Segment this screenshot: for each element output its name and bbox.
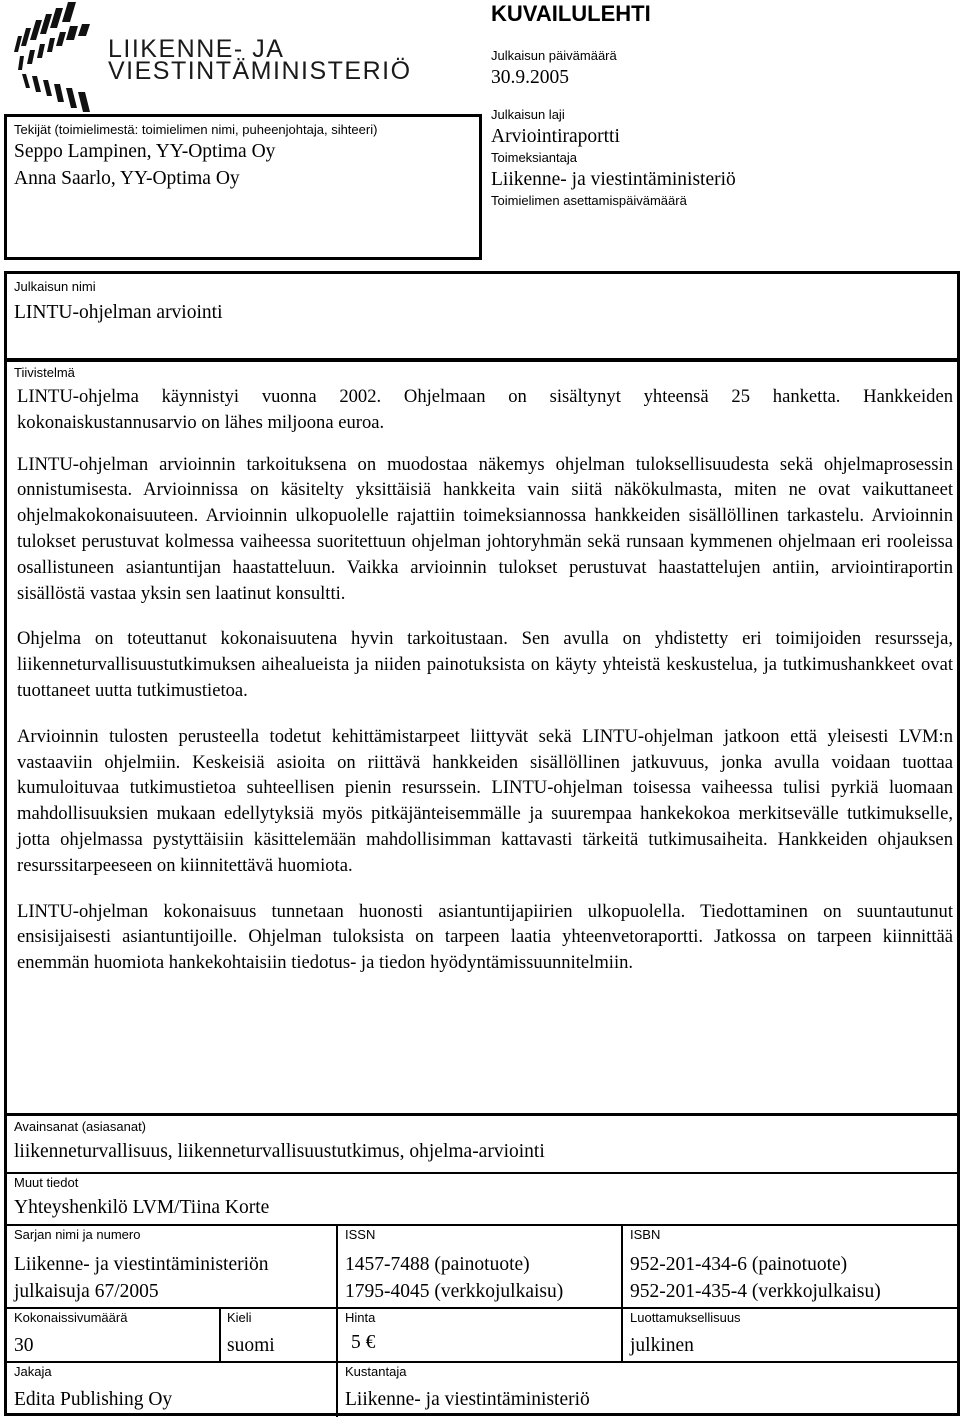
publisher-label: Kustantaja xyxy=(345,1364,407,1379)
price-cell xyxy=(345,1310,375,1356)
summary-paragraph-1: LINTU-ohjelma käynnistyi vuonna 2002. Ohjelmaan on sisältynyt yhteensä 25 hanketta. Hankkeiden kokonaiskustannusarvio on lähes miljoona euroa. xyxy=(17,386,953,433)
issn-line-1: 1457-7488 (painotuote) xyxy=(345,1254,530,1275)
author-2: Anna Saarlo, YY-Optima Oy xyxy=(14,168,240,189)
publication-date-value: 30.9.2005 xyxy=(491,67,569,88)
publication-type-label: Julkaisun laji xyxy=(491,107,565,122)
vdivider-issn-isbn xyxy=(621,1224,623,1361)
ministry-logo-text xyxy=(108,35,412,85)
divider-distributor xyxy=(7,1361,957,1363)
issn-cell xyxy=(345,1227,563,1305)
keywords-value: liikenneturvallisuus, liikenneturvallisuustutkimus, ohjelma-arviointi xyxy=(14,1141,545,1162)
summary-paragraph-5: LINTU-ohjelman kokonaisuus tunnetaan huonosti asiantuntijapiirien ulkopuolella. Tiedottaminen on suuntautunut ensisijaisesti asiantuntijoille. Ohjelman tuloksista on tarpeen laatia yhteenvetoraportti. Jatkossa on tarpeen kiinnittää enemmän huomiota hankekohtaisiin tiedotus- ja tiedon hyödyntämissuunnitelmiin. xyxy=(17,900,953,974)
summary-text xyxy=(17,384,953,990)
vdivider-pages-language xyxy=(219,1307,221,1361)
publication-name-label: Julkaisun nimi xyxy=(14,279,96,294)
isbn-cell xyxy=(630,1227,881,1305)
publication-name-value: LINTU-ohjelman arviointi xyxy=(14,302,223,323)
distributor-label: Jakaja xyxy=(14,1364,52,1379)
summary-paragraph-2: LINTU-ohjelman arvioinnin tarkoituksena on muodostaa näkemys ohjelman tuloksellisuudesta sekä ohjelmaprosessin onnistumisesta. Arvioinnissa on käsitelty yksittäisiä hankkeita vain siitä näkökulmasta, miten ne ovat vaikuttaneet ohjelmakokonaisuuteen. Arvioinnin ulkopuolelle rajattiin toimeksiannossa hankkeiden sisällöllinen tarkastelu. Arvioinnin tulokset perustuvat kolmessa vaiheessa suoritettuun ohjelman johtoryhmän sekä runsaan kymmenen ohjelmaan eri rooleissa osallistuneen asiantuntijan haastatteluun. Vaikka arvioinnin tulokset perustuvat haastattelujen antiin, arviointiraportin sisällöstä vastaa yksin sen laatinut konsultti. xyxy=(17,453,953,604)
publisher-cell xyxy=(345,1364,590,1413)
author-1: Seppo Lampinen, YY-Optima Oy xyxy=(14,141,276,162)
pages-value: 30 xyxy=(14,1335,34,1356)
isbn-line-2: 952-201-435-4 (verkkojulkaisu) xyxy=(630,1281,881,1302)
authors-label: Tekijät (toimielimestä: toimielimen nimi, puheenjohtaja, sihteeri) xyxy=(14,122,378,137)
price-value: 5 € xyxy=(351,1332,376,1353)
series-cell xyxy=(14,1227,269,1305)
series-label: Sarjan nimi ja numero xyxy=(14,1227,141,1242)
summary-label: Tiivistelmä xyxy=(14,365,75,380)
series-line-2: julkaisuja 67/2005 xyxy=(14,1281,159,1302)
title-box xyxy=(4,271,960,361)
confidentiality-label: Luottamuksellisuus xyxy=(630,1310,741,1325)
ministry-emblem-icon xyxy=(10,0,110,116)
issn-line-2: 1795-4045 (verkkojulkaisu) xyxy=(345,1281,564,1302)
divider-other-info xyxy=(7,1172,957,1174)
publication-info xyxy=(491,48,951,209)
language-cell xyxy=(227,1310,275,1359)
summary-paragraph-3: Ohjelma on toteuttanut kokonaisuutena hyvin tarkoitustaan. Sen avulla on yhdistetty eri toimijoiden resursseja, liikenneturvallisuustutkimuksen aihealueista ja niiden painotuksista on käyty yhteistä keskustelua, ja tutkimushankkeet ovat tuottaneet uutta tutkimustietoa. xyxy=(17,628,953,701)
other-info-label: Muut tiedot xyxy=(14,1175,79,1190)
confidentiality-cell xyxy=(630,1310,741,1359)
divider-pages xyxy=(7,1307,957,1309)
other-info-cell xyxy=(14,1175,269,1221)
price-label: Hinta xyxy=(345,1310,376,1325)
language-value: suomi xyxy=(227,1335,275,1356)
authors-box xyxy=(4,114,482,260)
isbn-label: ISBN xyxy=(630,1227,661,1242)
pages-cell xyxy=(14,1310,127,1359)
divider-keywords xyxy=(7,1113,957,1116)
issn-label: ISSN xyxy=(345,1227,376,1242)
commissioner-label: Toimeksiantaja xyxy=(491,150,577,165)
language-label: Kieli xyxy=(227,1310,252,1325)
distributor-cell xyxy=(14,1364,172,1413)
confidentiality-value: julkinen xyxy=(630,1335,694,1356)
commissioner-value: Liikenne- ja viestintäministeriö xyxy=(491,169,736,190)
document-type-title: KUVAILULEHTI xyxy=(491,1,651,26)
distributor-value: Edita Publishing Oy xyxy=(14,1389,173,1410)
publisher-value: Liikenne- ja viestintäministeriö xyxy=(345,1389,590,1410)
logo-line-1: LIIKENNE- JA xyxy=(108,35,285,63)
keywords-cell xyxy=(14,1119,545,1165)
ministry-logo xyxy=(10,0,472,116)
publication-date-label: Julkaisun päivämäärä xyxy=(491,48,617,63)
divider-series xyxy=(7,1224,957,1226)
summary-paragraph-4: Arvioinnin tulosten perusteella todetut kehittämistarpeet liittyvät sekä LINTU-ohjelman jatkoon että yleisesti LVM:n vastaaviin ohjelmiin. Keskeisiä asioita on riittävä hankkeiden sisällöllinen jatkuvuus, jonka avulla voidaan tuottaa kumuloituvaa tutkimustietoa suhteellisen pienin resurssein. LINTU-ohjelman toisessa vaiheessa tulisi pyrkiä luomaan mahdollisuuksien mukaan edellytyksiä myös pitkäjänteisemmälle ja suurempaa hankekokoa merkitsevälle tutkimukselle, jotta ohjelmassa pystyttäisiin käsittelemään mahdollisimman kattavasti tärkeitä tutkimusaiheita. Hankkeiden ohjauksen resurssitarpeeseen on kiinnitettävä huomiota. xyxy=(17,725,953,876)
keywords-label: Avainsanat (asiasanat) xyxy=(14,1119,147,1134)
other-info-value: Yhteyshenkilö LVM/Tiina Korte xyxy=(14,1197,270,1218)
appointment-date-label: Toimielimen asettamispäivämäärä xyxy=(491,193,687,208)
isbn-line-1: 952-201-434-6 (painotuote) xyxy=(630,1254,848,1275)
pages-label: Kokonaissivumäärä xyxy=(14,1310,128,1325)
summary-box xyxy=(4,359,960,1416)
publication-type-value: Arviointiraportti xyxy=(491,126,620,147)
logo-line-2: VIESTINTÄMINISTERIÖ xyxy=(108,57,412,85)
vdivider-series-issn xyxy=(336,1224,338,1417)
series-line-1: Liikenne- ja viestintäministeriön xyxy=(14,1254,269,1275)
